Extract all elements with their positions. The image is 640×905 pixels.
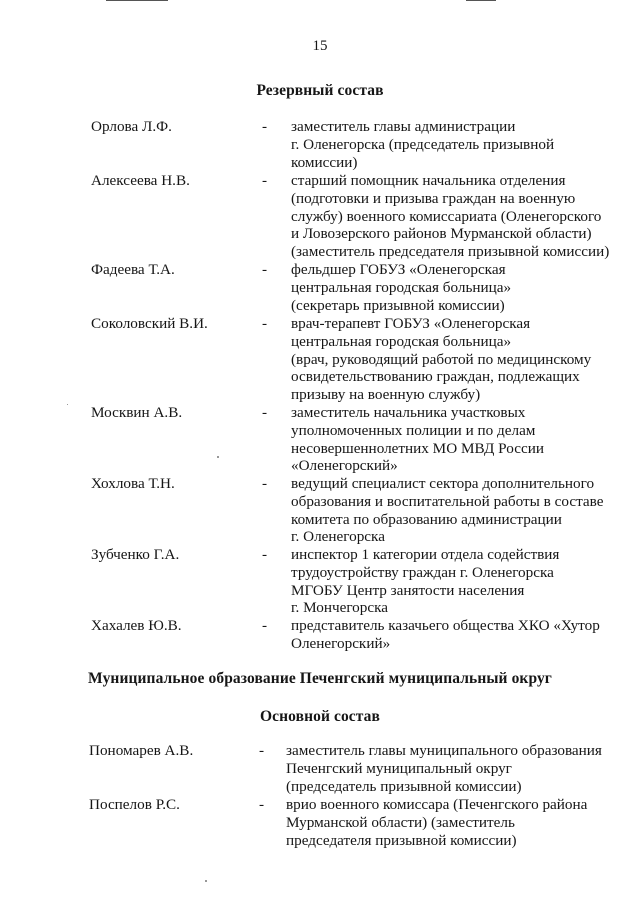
member-name: Хохлова Т.Н. (91, 475, 175, 492)
scan-speck (217, 456, 219, 458)
member-name: Зубченко Г.А. (91, 546, 180, 563)
role-line: трудоустройству граждан г. Оленегорска (291, 563, 554, 581)
role-line: Печенгский муниципальный округ (286, 759, 512, 777)
member-dash: - (259, 796, 265, 813)
section-heading-reserve: Резервный состав (256, 82, 384, 99)
member-dash: - (262, 261, 268, 278)
role-line: инспектор 1 категории отдела содействия (291, 546, 560, 563)
role-line: Мурманской области) (заместитель (286, 813, 515, 831)
member-dash: - (259, 742, 265, 759)
member-role (291, 315, 616, 404)
member-role (286, 742, 611, 795)
role-line: фельдшер ГОБУЗ «Оленегорская (291, 261, 506, 278)
scan-speck (205, 880, 207, 882)
role-line: заместитель главы муниципального образования (286, 742, 602, 759)
role-line: и Ловозерского районов Мурманской области) (291, 225, 592, 243)
member-name: Фадеева Т.А. (91, 261, 175, 278)
top-rule-left (106, 0, 168, 1)
role-line: призыву на военную службу) (291, 386, 481, 404)
member-role (291, 172, 616, 261)
role-line: (секретарь призывной комиссии) (291, 296, 505, 314)
member-dash: - (262, 546, 268, 563)
role-line: МГОБУ Центр занятости населения (291, 581, 525, 599)
member-role (291, 404, 616, 475)
member-dash: - (262, 404, 268, 421)
member-name: Соколовский В.И. (91, 315, 208, 332)
member-dash: - (262, 172, 268, 189)
role-line: (подготовки и призыва граждан на военную (291, 189, 576, 207)
role-line: председателя призывной комиссии) (286, 831, 517, 849)
member-role (291, 617, 616, 653)
section-subheading-main: Основной состав (259, 708, 381, 725)
role-line: Оленегорский» (291, 634, 391, 652)
member-name: Москвин А.В. (91, 404, 183, 421)
member-dash: - (262, 475, 268, 492)
role-line: заместитель главы администрации (291, 118, 516, 135)
role-line: врач-терапевт ГОБУЗ «Оленегорская (291, 315, 531, 332)
role-line: центральная городская больница» (291, 278, 512, 296)
member-role (286, 796, 611, 849)
role-line: образования и воспитательной работы в составе (291, 492, 604, 510)
role-line: службу) военного комиссариата (Оленегорского (291, 207, 602, 225)
role-line: (председатель призывной комиссии) (286, 777, 522, 795)
role-line: врио военного комиссара (Печенгского района (286, 796, 588, 813)
member-dash: - (262, 118, 268, 135)
member-dash: - (262, 315, 268, 332)
role-line: центральная городская больница» (291, 332, 512, 350)
member-name: Алексеева Н.В. (91, 172, 190, 189)
role-line: г. Оленегорска (председатель призывной (291, 135, 555, 153)
role-line: «Оленегорский» (291, 457, 398, 475)
top-rule-right (466, 0, 496, 1)
member-name: Хахалев Ю.В. (91, 617, 182, 634)
role-line: заместитель начальника участковых (291, 404, 526, 421)
role-line: представитель казачьего общества ХКО «Хутор (291, 617, 600, 634)
role-line: старший помощник начальника отделения (291, 172, 566, 189)
role-line: г. Мончегорска (291, 599, 389, 617)
role-line: ведущий специалист сектора дополнительного (291, 475, 595, 492)
role-line: несовершеннолетних МО МВД России (291, 439, 544, 457)
member-name: Поспелов Р.С. (89, 796, 180, 813)
member-role (291, 546, 616, 617)
member-role (291, 475, 616, 546)
role-line: г. Оленегорска (291, 528, 385, 546)
member-role (291, 261, 616, 314)
role-line: освидетельствованию граждан, подлежащих (291, 368, 580, 386)
member-name: Орлова Л.Ф. (91, 118, 172, 135)
page-number: 15 (312, 38, 328, 54)
member-dash: - (262, 617, 268, 634)
role-line: уполномоченных полиции и по делам (291, 421, 536, 439)
member-role (291, 118, 616, 171)
member-name: Пономарев А.В. (89, 742, 194, 759)
role-line: (врач, руководящий работой по медицинскому (291, 350, 592, 368)
scan-speck (67, 404, 68, 405)
role-line: комиссии) (291, 153, 358, 171)
section-heading-municipality: Муниципальное образование Печенгский муниципальный округ (88, 670, 552, 687)
role-line: комитета по образованию администрации (291, 510, 562, 528)
role-line: (заместитель председателя призывной комиссии) (291, 243, 610, 261)
